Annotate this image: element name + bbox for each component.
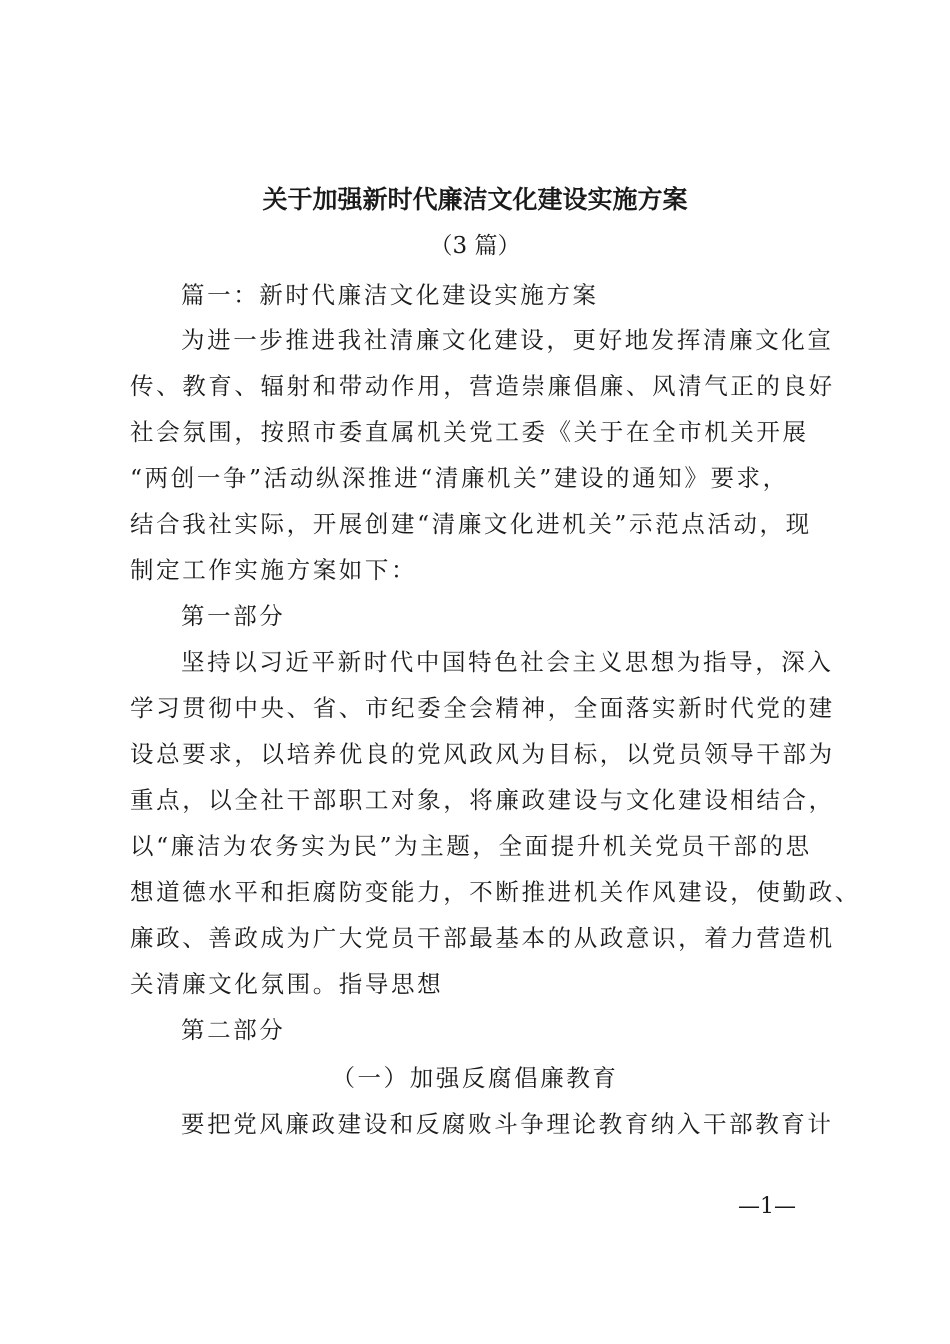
paragraph-line: 坚持以习近平新时代中国特色社会主义思想为指导，深入 bbox=[181, 648, 834, 676]
paragraph-line: 关清廉文化氛围。指导思想 bbox=[130, 970, 444, 998]
paragraph-line: 制定工作实施方案如下： bbox=[130, 556, 418, 584]
paragraph-line: 结合我社实际，开展创建“清廉文化进机关”示范点活动，现 bbox=[130, 510, 812, 538]
paragraph-line: 传、教育、辐射和带动作用，营造崇廉倡廉、风清气正的良好 bbox=[130, 372, 835, 400]
paragraph-line: 廉政、善政成为广大党员干部最基本的从政意识，着力营造机 bbox=[130, 924, 835, 952]
paragraph-line: 设总要求，以培养优良的党风政风为目标，以党员领导干部为 bbox=[130, 740, 835, 768]
paragraph-line: 想道德水平和拒腐防变能力，不断推进机关作风建设，使勤政、 bbox=[130, 878, 861, 906]
paragraph-line: 学习贯彻中央、省、市纪委全会精神，全面落实新时代党的建 bbox=[130, 694, 835, 722]
paragraph-line: 社会氛围，按照市委直属机关党工委《关于在全市机关开展 bbox=[130, 418, 809, 446]
paragraph-line: “两创一争”活动纵深推进“清廉机关”建设的通知》要求， bbox=[130, 464, 789, 492]
section-heading-part-one: 篇一：新时代廉洁文化建设实施方案 bbox=[181, 281, 599, 309]
paragraph-line: 要把党风廉政建设和反腐败斗争理论教育纳入干部教育计 bbox=[181, 1110, 834, 1138]
document-subtitle: （3 篇） bbox=[429, 233, 521, 259]
paragraph-line: 重点，以全社干部职工对象，将廉政建设与文化建设相结合， bbox=[130, 786, 835, 814]
page-number: —1— bbox=[738, 1194, 796, 1219]
section-heading: 第二部分 bbox=[181, 1016, 286, 1044]
section-heading: 第一部分 bbox=[181, 602, 286, 630]
document-title: 关于加强新时代廉洁文化建设实施方案 bbox=[262, 185, 688, 214]
paragraph-line: 为进一步推进我社清廉文化建设，更好地发挥清廉文化宣 bbox=[181, 326, 834, 354]
subsection-heading: （一）加强反腐倡廉教育 bbox=[331, 1064, 619, 1092]
paragraph-line: 以“廉洁为农务实为民”为主题，全面提升机关党员干部的思 bbox=[130, 832, 812, 860]
